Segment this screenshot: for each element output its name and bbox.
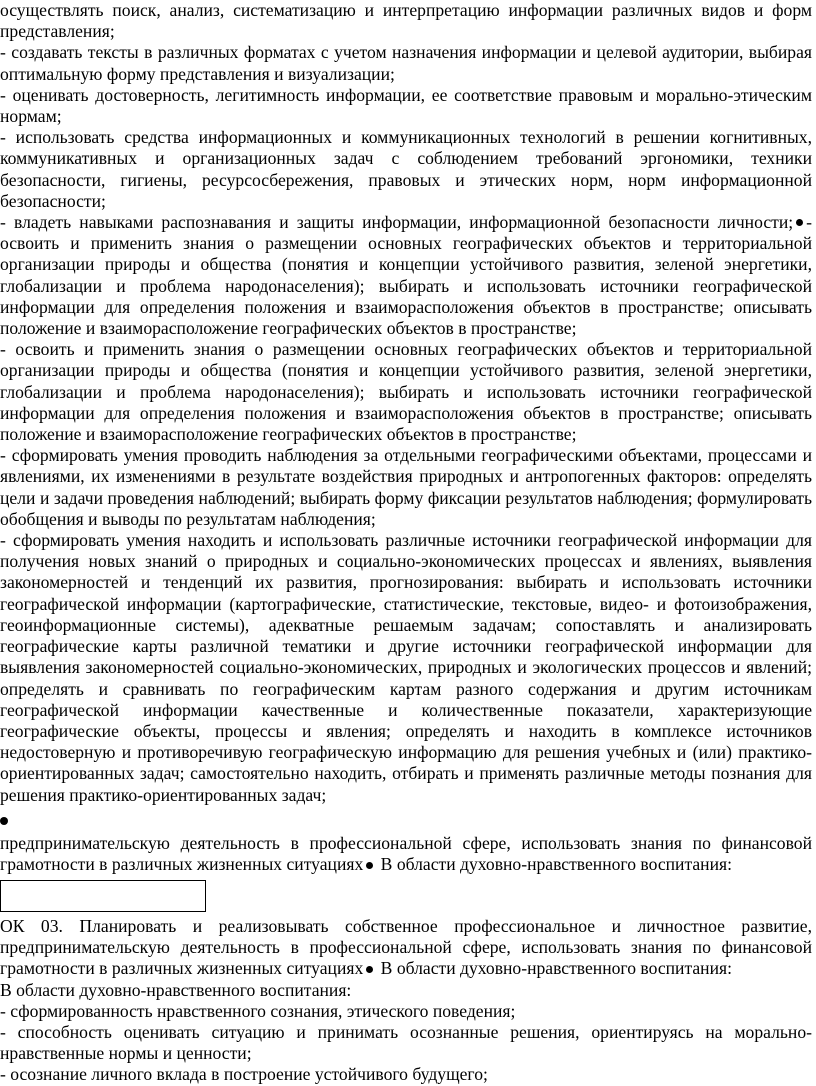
ok03-paragraph — [0, 916, 812, 980]
fragment-paragraph — [0, 833, 812, 875]
list-item: - сформированность нравственного сознания, этического поведения; — [0, 1000, 516, 1021]
list-item: - осознание личного вклада в построение устойчивого будущего; — [0, 1064, 488, 1085]
list-item: осуществлять поиск, анализ, систематизацию и интерпретацию информации различных видов и форм представления; — [0, 0, 812, 42]
list-item: - сформировать умения находить и использовать различные источники географической информации для получения новых знаний о природных и социально-экономических процессах и явлениях, выявления закономерностей и тенденций их развития, прогнозирования: выбирать и использовать источники географической информации (картографические, статистические, текстовые, видео- и фотоизображения, геоинформационные системы), адекватные решаемым задачам; сопоставлять и анализировать географические карты различной тематики и другие источники географической информации для выявления закономерностей социально-экономических, природных и экологических процессов и явлений; определять и сравнивать по географическим картам разного содержания и другим источникам географической информации качественные и количественные показатели, характеризующие географические объекты, процессы и явления; определять и находить в комплексе источников недостоверную и противоречивую географическую информацию для решения учебных и (или) практико-ориентированных задач; самостоятельно находить, отбирать и применять различные методы познания для решения практико-ориентированных задач; — [0, 530, 812, 805]
ok03-text: ОК 03. Планировать и реализовывать собственное профессиональное и личностное развитие, предпринимательскую деятельность в профессиональной сфере, использовать знания по финансовой грамотности в различных жизненных ситуациях — [0, 916, 812, 979]
list-item-text: - владеть навыками распознавания и защиты информации, информационной безопасности личности; — [0, 212, 794, 233]
bullet-icon — [0, 817, 8, 825]
list-item: - создавать тексты в различных форматах с учетом назначения информации и целевой аудитории, выбирая оптимальную форму представления и визуализации; — [0, 42, 812, 84]
bullet-icon — [366, 862, 373, 869]
bullet-icon — [796, 219, 803, 226]
paragraph — [0, 833, 812, 875]
paragraph-text: предпринимательскую деятельность в профессиональной сфере, использовать знания по финансовой грамотности в различных жизненных ситуациях — [0, 833, 812, 875]
ok03-section — [0, 916, 812, 1086]
ok03-tail: В области духовно-нравственного воспитания: — [376, 958, 732, 979]
list-item-text: - освоить и применить знания о размещении основных географических объектов и территориальной организации природы и общества (понятия и концепции устойчивого развития, зеленой энергетики, глобализации и проблема народонаселения); выбирать и использовать источники географической информации для определения положения и взаиморасположения объектов в пространстве; описывать положение и взаиморасположение географических объектов в пространстве; — [0, 212, 812, 339]
list-item: - использовать средства информационных и коммуникационных технологий в решении когнитивных, коммуникативных и организационных задач с соблюдением требований эргономики, техники безопасности, гигиены, ресурсосбережения, правовых и этических норм, норм информационной безопасности; — [0, 127, 812, 211]
list-item — [0, 212, 812, 339]
list-item: - сформировать умения проводить наблюдения за отдельными географическими объектами, процессами и явлениями, их изменениями в результате воздействия природных и антропогенных факторов: определять цели и задачи проведения наблюдений; выбирать форму фиксации результатов наблюдения; формулировать обобщения и выводы по результатам наблюдения; — [0, 445, 812, 529]
section-heading: В области духовно-нравственного воспитания: — [0, 979, 352, 1000]
bullet-icon — [366, 966, 373, 973]
list-item: - оценивать достоверность, легитимность информации, ее соответствие правовым и морально-этическим нормам; — [0, 84, 812, 127]
empty-table-cell — [0, 880, 206, 912]
paragraph-tail: В области духовно-нравственного воспитания: — [376, 854, 732, 875]
list-item: - способность оценивать ситуацию и принимать осознанные решения, ориентируясь на морально-нравственные нормы и ценности; — [0, 1022, 812, 1064]
list-item: - освоить и применить знания о размещении основных географических объектов и территориальной организации природы и общества (понятия и концепции устойчивого развития, зеленой энергетики, глобализации и проблема народонаселения); выбирать и использовать источники географической информации для определения положения и взаиморасположения объектов в пространстве; описывать положение и взаиморасположение географических объектов в пространстве; — [0, 339, 812, 445]
